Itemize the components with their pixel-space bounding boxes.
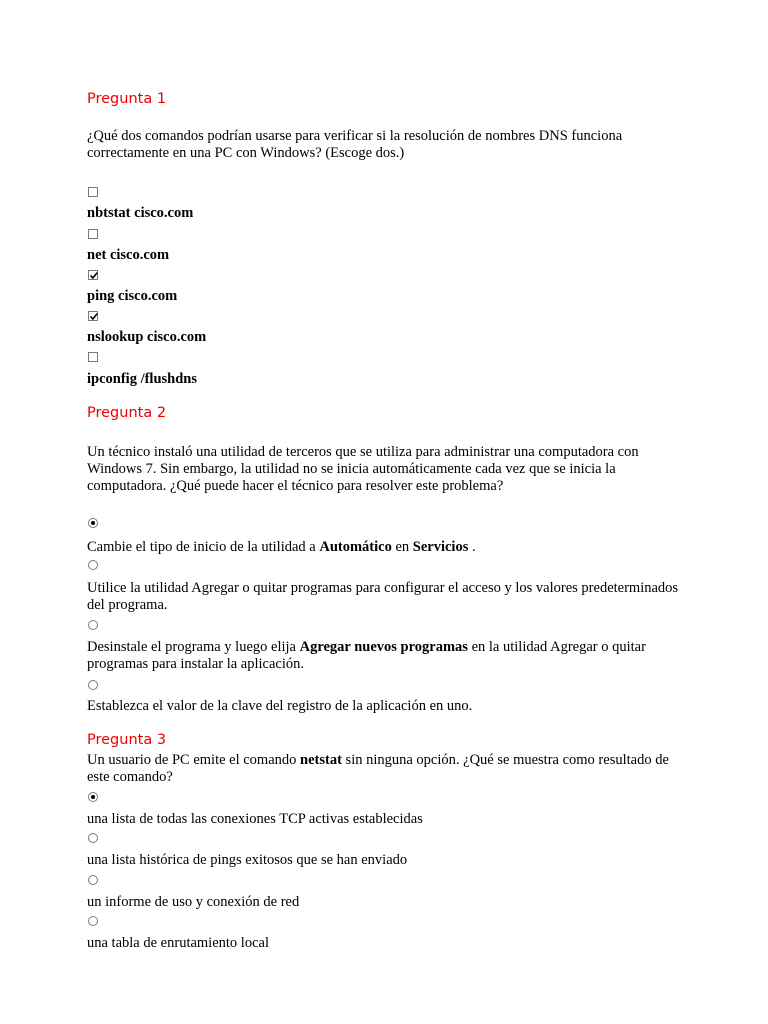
q3-option-4-radio[interactable] [88,916,98,926]
q1-option-5-label: ipconfig /flushdns [87,371,198,387]
radio-selected-dot [91,521,95,525]
q2-option-2-radio[interactable] [88,560,98,570]
q1-option-1-checkbox[interactable] [88,187,98,197]
q2-option-1-radio[interactable] [88,518,98,528]
q3-option-1-radio[interactable] [88,792,98,802]
question-2-text: Un técnico instaló una utilidad de terceros que se utiliza para administrar una computadora con Windows 7. Sin embargo, la utilidad no se inicia automáticamente cada vez que se inicia la computadora. ¿Qué puede hacer el técnico para resolver este problema? [87,444,639,494]
q1-option-5-checkbox[interactable] [88,352,98,362]
q2-option-2-label: Utilice la utilidad Agregar o quitar programas para configurar el acceso y los valores predeterminados del programa. [87,580,679,613]
q2-option-1-label: Cambie el tipo de inicio de la utilidad a Automático en Servicios . [87,539,476,555]
q3-option-4-label: una tabla de enrutamiento local [87,935,269,951]
q1-option-4-label: nslookup cisco.com [87,329,207,345]
checkmark-icon [89,312,99,322]
q2-option-4-label: Establezca el valor de la clave del registro de la aplicación en uno. [87,698,473,714]
radio-selected-dot [91,795,95,799]
q2-option-4-radio[interactable] [88,680,98,690]
q1-option-3-label: ping cisco.com [87,288,178,304]
question-1-text: ¿Qué dos comandos podrían usarse para verificar si la resolución de nombres DNS funciona correctamente en una PC con Windows? (Escoge dos.) [87,128,623,161]
q3-option-2-label: una lista histórica de pings exitosos que se han enviado [87,852,408,868]
q1-option-1-label: nbtstat cisco.com [87,205,194,221]
q3-option-3-radio[interactable] [88,875,98,885]
question-2-title: Pregunta 2 [87,405,167,421]
question-1-title: Pregunta 1 [87,91,167,107]
question-3-title: Pregunta 3 [87,732,167,748]
q1-option-2-label: net cisco.com [87,247,170,263]
q3-option-2-radio[interactable] [88,833,98,843]
q3-option-3-label: un informe de uso y conexión de red [87,894,300,910]
q1-option-4-checkbox[interactable] [88,311,98,321]
question-3-text: Un usuario de PC emite el comando netstat sin ninguna opción. ¿Qué se muestra como resultado de este comando? [87,752,669,785]
checkmark-icon [89,271,99,281]
q3-option-1-label: una lista de todas las conexiones TCP activas establecidas [87,811,423,827]
q1-option-2-checkbox[interactable] [88,229,98,239]
q1-option-3-checkbox[interactable] [88,270,98,280]
q2-option-3-radio[interactable] [88,620,98,630]
q2-option-3-label: Desinstale el programa y luego elija Agregar nuevos programas en la utilidad Agregar o quitar programas para instalar la aplicación. [87,639,646,672]
